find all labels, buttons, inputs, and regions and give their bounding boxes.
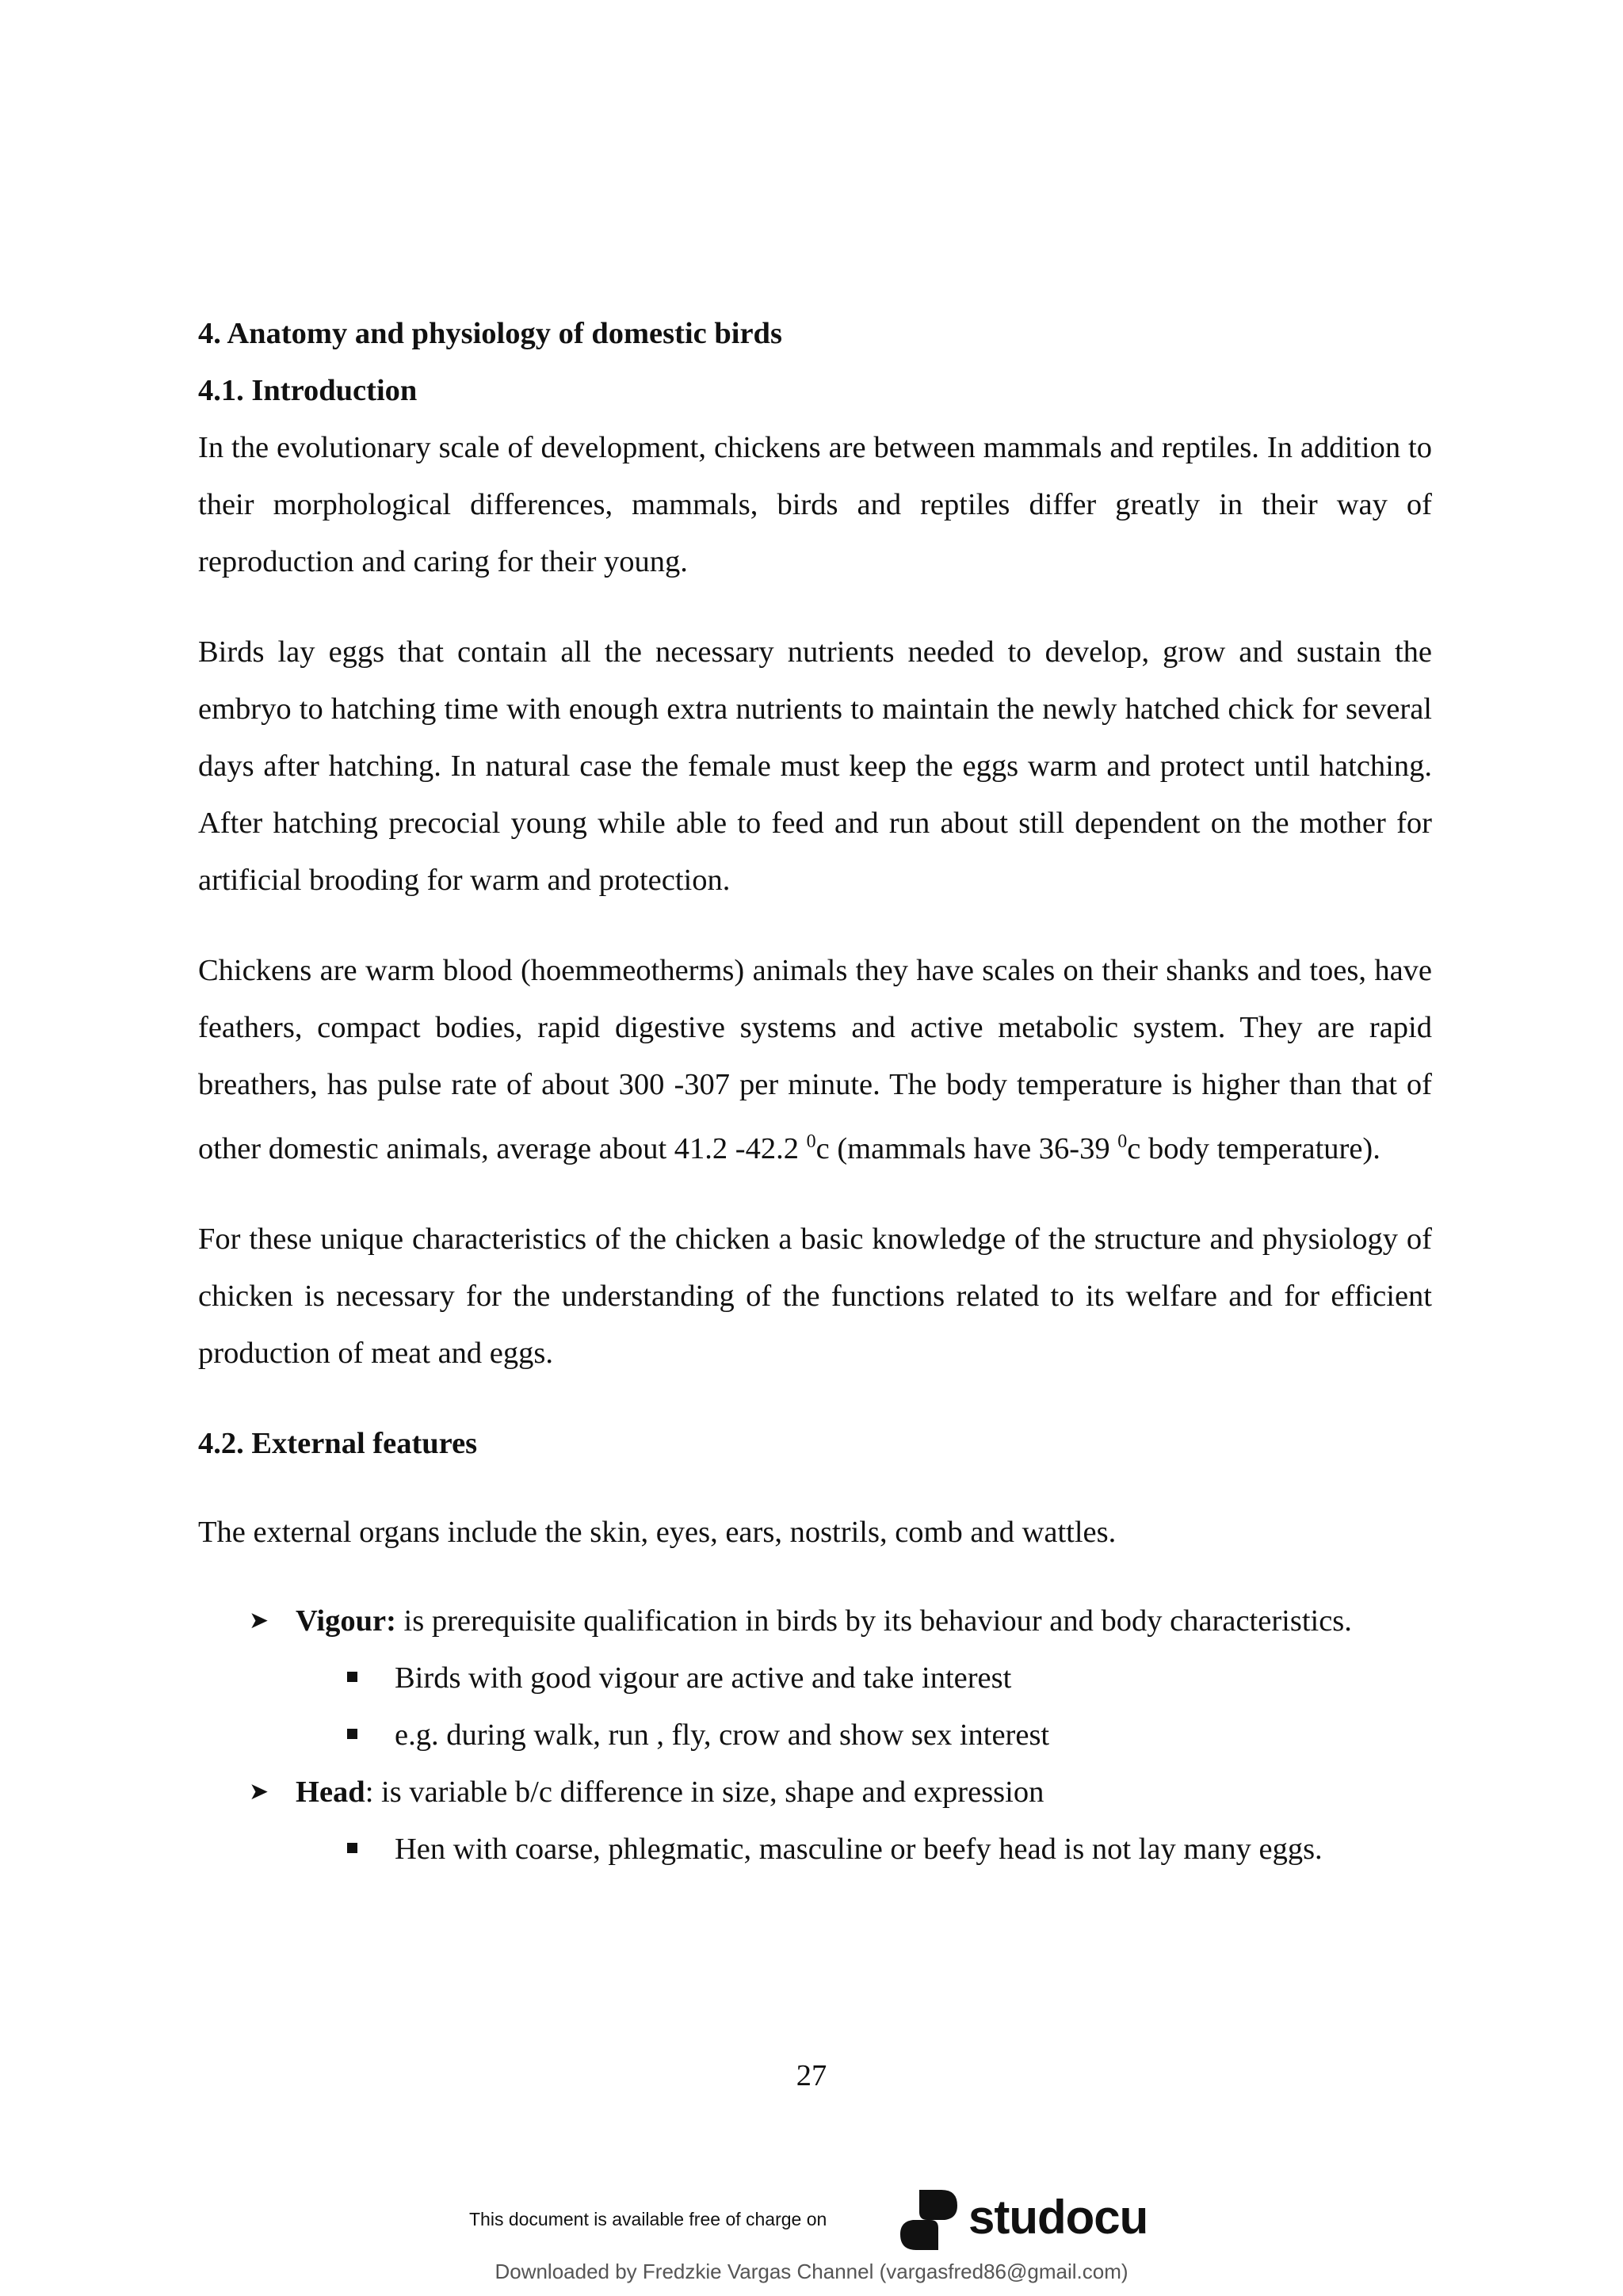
square-bullet-icon [347, 1843, 357, 1853]
subitem: Hen with coarse, phlegmatic, masculine or beefy head is not lay many eggs. [198, 1821, 1432, 1878]
arrow-bullet-icon: ➤ [249, 1777, 269, 1806]
paragraph-eggs: Birds lay eggs that contain all the necessary nutrients needed to develop, grow and sustain the embryo to hatching time with enough extra nutrients to maintain the newly hatched chick for several days after hatching. In natural case the female must keep the eggs warm and protect until hatching. After hatching precocial young while able to feed and run about still dependent on the mother for artificial brooding for warm and protection. [198, 635, 1432, 897]
downloaded-by-text: Downloaded by Fredzkie Vargas Channel (vargasfred86@gmail.com) [495, 2260, 1128, 2283]
square-bullet-icon [347, 1672, 357, 1682]
page-content [198, 305, 1432, 1878]
paragraph-temperature: Chickens are warm blood (hoemmeotherms) animals they have scales on their shanks and toes, have feathers, compact bodies, rapid digestive systems and active metabolic system. They are rapid breathers, has pulse rate of about 300 -307 per minute. The body temperature is higher than that of other domestic animals, average about 41.2 -42.2 $^0$c (mammals have 36-39 $^0$c body temperature). [198, 954, 1432, 1165]
bullet-head: ➤ Head: is variable b/c difference in size, shape and expression [198, 1764, 1432, 1821]
footer [0, 2171, 1623, 2283]
external-intro: The external organs include the skin, eyes, ears, nostrils, comb and wattles. [198, 1515, 1117, 1549]
subitem: Birds with good vigour are active and take interest [198, 1650, 1432, 1707]
external-heading: 4.2. External features [198, 1426, 478, 1460]
intro-heading: 4.1. Introduction [198, 374, 418, 407]
paragraph-knowledge: For these unique characteristics of the chicken a basic knowledge of the structure and physiology of chicken is necessary for the understanding of the functions related to its welfare and for efficient production of meat and eggs. [198, 1222, 1432, 1370]
studocu-logo-icon [896, 2187, 962, 2253]
studocu-brand-text: studocu [968, 2191, 1148, 2244]
arrow-bullet-icon: ➤ [249, 1606, 269, 1634]
paragraph-intro: In the evolutionary scale of development, chickens are between mammals and reptiles. In addition to their morphological differences, mammals, birds and reptiles differ greatly in their way of reproduction and caring for their young. [198, 431, 1432, 578]
square-bullet-icon [347, 1729, 357, 1739]
subitem: e.g. during walk, run , fly, crow and show sex interest [198, 1707, 1432, 1764]
page-number: 27 [796, 2059, 827, 2092]
availability-text: This document is available free of charge on [469, 2209, 827, 2229]
bullet-vigour: ➤ Vigour: is prerequisite qualification in birds by its behaviour and body characteristics. [198, 1592, 1432, 1650]
chapter-title: 4. Anatomy and physiology of domestic birds [198, 317, 782, 350]
